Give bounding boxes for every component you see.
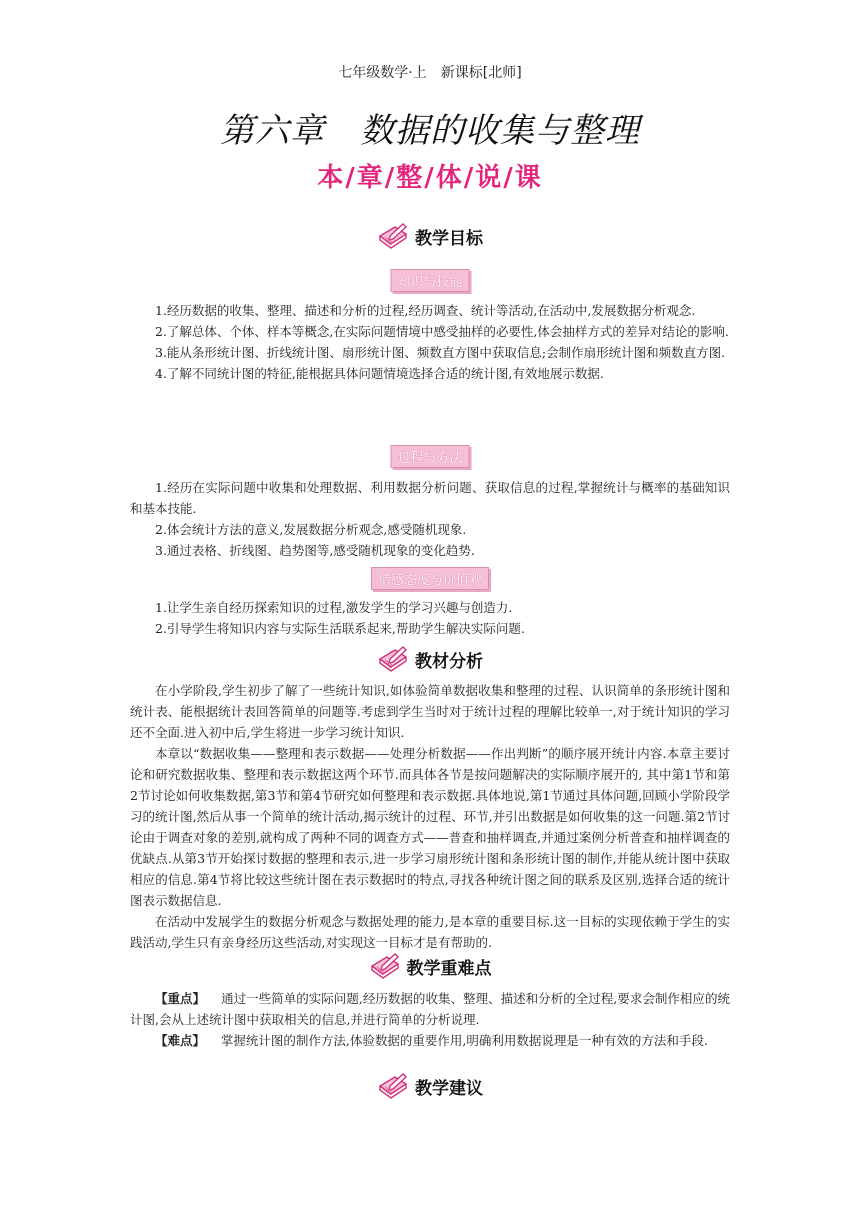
list-item: 4.了解不同统计图的特征,能根据具体问题情境选择合适的统计图,有效地展示数据. [155,366,604,381]
analysis-text [130,680,730,953]
section-title: 教学重难点 [406,958,492,979]
tag-attitude-values: 情感态度与价值观 [371,567,489,590]
key-point [130,988,730,1030]
list-item: 2.引导学生将知识内容与实际生活联系起来,帮助学生解决实际问题. [155,621,525,636]
tag-knowledge-skills: 知识与技能 [390,269,469,292]
section-title: 教学目标 [415,228,483,249]
chapter-subtitle: 本/章/整/体/说/课 [317,163,543,193]
list-item: 1.经历在实际问题中收集和处理数据、利用数据分析问题、获取信息的过程,掌握统计与概率的基础知识和基本技能. [130,480,730,516]
difficult-label: 【难点】 [155,1033,206,1048]
pen-book-icon [377,1072,409,1100]
difficult-point [130,1030,730,1051]
section-title: 教学建议 [415,1078,483,1099]
list-item: 3.能从条形统计图、折线统计图、扇形统计图、频数直方图中获取信息;会制作扇形统计图和频数直方图. [155,345,726,360]
list-item: 2.了解总体、个体、样本等概念,在实际问题情境中感受抽样的必要性,体会抽样方式的差异对结论的影响. [155,324,729,339]
section-title: 教材分析 [415,651,483,672]
pen-book-icon [377,645,409,673]
process-list [130,477,730,561]
knowledge-list [130,300,730,384]
key-text: 通过一些简单的实际问题,经历数据的收集、整理、描述和分析的全过程,要求会制作相应的统计图,会从上述统计图中获取相关的信息,并进行简单的分析说理. [130,991,730,1027]
list-item: 3.通过表格、折线图、趋势图等,感受随机现象的变化趋势. [155,543,475,558]
list-item: 1.经历数据的收集、整理、描述和分析的过程,经历调查、统计等活动,在活动中,发展数据分析观念. [155,303,696,318]
paragraph: 本章以“数据收集——整理和表示数据——处理分析数据——作出判断”的顺序展开统计内容.本章主要讨论和研究数据收集、整理和表示数据这两个环节.而具体各节是按问题解决的实际顺序展开的, 其中第1节和第2节讨论如何收集数据,第3节和第4节研究如何整理和表示数据.具体地说,第1节通过具体问题,回顾小学阶段学习的统计图,然后从事一个简单的统计活动,揭示统计的过程、环节,并引出数据是如何收集的这一问题.第2节讨论由于调查对象的差别,就构成了两种不同的调查方式——普查和抽样调查,并通过案例分析普查和抽样调查的优缺点.从第3节开始探讨数据的整理和表示,进一步学习扇形统计图和条形统计图的制作,并能从统计图中获取相应的信息.第4节将比较这些统计图在表示数据时的特点,寻找各种统计图之间的联系及区别,选择合适的统计图表示数据信息. [130,746,730,908]
key-label: 【重点】 [155,991,206,1006]
chapter-title: 第六章 数据的收集与整理 [220,111,640,151]
section-teaching-goals [0,222,860,250]
section-teaching-suggestions [0,1072,860,1100]
section-material-analysis [0,645,860,673]
difficult-text: 掌握统计图的制作方法,体验数据的重要作用,明确利用数据说理是一种有效的方法和手段. [220,1033,708,1048]
pen-book-icon [369,952,401,980]
paragraph: 在小学阶段,学生初步了解了一些统计知识,如体验简单数据收集和整理的过程、认识简单的条形统计图和统计表、能根据统计表回答简单的问题等.考虑到学生当时对于统计过程的理解比较单一,对于统计知识的学习还不全面.进入初中后,学生将进一步学习统计知识. [130,683,730,740]
list-item: 2.体会统计方法的意义,发展数据分析观念,感受随机现象. [155,522,467,537]
tag-process-methods: 过程与方法 [390,445,469,468]
paragraph: 在活动中发展学生的数据分析观念与数据处理的能力,是本章的重要目标.这一目标的实现依赖于学生的实践活动,学生只有亲身经历这些活动,对实现这一目标才是有帮助的. [130,914,730,950]
page-header: 七年级数学·上 新课标[北师] [338,65,522,81]
attitude-list [130,597,730,639]
keypoints-text [130,988,730,1051]
section-key-difficult [0,952,860,980]
list-item: 1.让学生亲自经历探索知识的过程,激发学生的学习兴趣与创造力. [155,600,513,615]
pen-book-icon [377,222,409,250]
